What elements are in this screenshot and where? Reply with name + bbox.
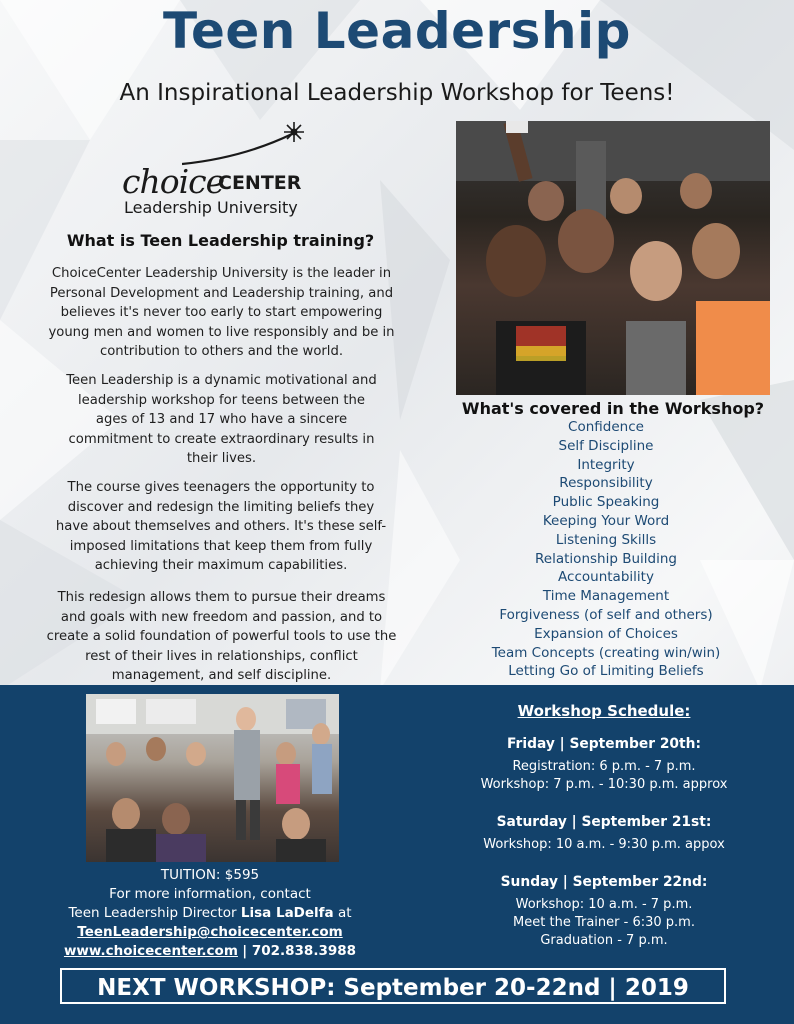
intro-paragraph-1: ChoiceCenter Leadership University is the leader in Personal Development and Leadership training, and believes it's never too early to start empowering young men and women to live responsibly and be in contribution to others and the world. [48,266,395,359]
tuition-text: TUITION: $595 [160,867,260,883]
director-suffix: at [337,905,352,921]
schedule-day-friday: Friday | September 20th: [507,736,701,752]
schedule-item: Meet the Trainer - 6:30 p.m. [513,915,695,930]
contact-block [40,866,380,961]
list-item: Integrity [577,456,635,473]
star-burst-icon [182,118,312,168]
website-link[interactable]: www.choicecenter.com [63,943,238,959]
list-item: Accountability [558,569,654,586]
logo-center-text: CENTER [218,172,302,194]
list-item: Confidence [568,419,644,435]
covered-list [456,418,756,681]
list-item: Listening Skills [555,531,657,548]
logo-choice-text: choice [122,162,225,201]
schedule-item: Workshop: 10 a.m. - 7 p.m. [515,897,693,912]
next-workshop-banner: NEXT WORKSHOP: September 20-22nd | 2019 [60,968,726,1004]
intro-paragraph-2: Teen Leadership is a dynamic motivational and leadership workshop for teens between the ages of 13 and 17 who have a sincere commitment to create extraordinary results in their lives. [66,373,377,466]
schedule-item: Registration: 6 p.m. - 7 p.m. [512,759,696,774]
workshop-group-photo [86,694,339,862]
page-subtitle: An Inspirational Leadership Workshop for Teens! [119,80,675,106]
covered-heading: What's covered in the Workshop? [461,399,765,418]
list-item: Public Speaking [552,494,660,511]
intro-paragraph-4: This redesign allows them to pursue their dreams and goals with new freedom and passion, and to create a solid foundation of powerful tools to use the rest of their lives in relationships, conflict management, and self discipline. [46,590,397,683]
list-item: Self Discipline [558,437,654,454]
workshop-schedule [470,702,738,950]
intro-heading: What is Teen Leadership training? [66,231,375,250]
choicecenter-logo [122,118,312,218]
director-line [40,904,380,923]
list-item: Responsibility [559,475,653,492]
website-line [40,942,380,961]
logo-university-text: Leadership University [124,198,298,217]
director-prefix: Teen Leadership Director [68,905,237,921]
list-item: Expansion of Choices [534,625,678,642]
more-info-text: For more information, contact [109,886,311,902]
list-item: Letting Go of Limiting Beliefs [508,663,704,680]
schedule-item: Graduation - 7 p.m. [540,933,668,948]
phone-number: | 702.838.3988 [242,943,357,959]
list-item: Forgiveness (of self and others) [499,606,713,623]
list-item: Team Concepts (creating win/win) [491,644,721,661]
list-item: Time Management [542,588,670,605]
schedule-item: Workshop: 10 a.m. - 9:30 p.m. appox [483,837,725,852]
intro-paragraph-3: The course gives teenagers the opportunity to discover and redesign the limiting beliefs they have about themselves and others. It's these self-imposed limitations that keep them from fully achieving their maximum capabilities. [55,480,387,573]
schedule-day-sunday: Sunday | September 22nd: [500,874,708,890]
list-item: Relationship Building [535,550,677,567]
email-link[interactable]: TeenLeadership@choicecenter.com [77,924,343,940]
teens-selfie-photo [456,121,770,395]
director-name: Lisa LaDelfa [240,905,334,921]
list-item: Keeping Your Word [542,512,670,529]
schedule-day-saturday: Saturday | September 21st: [496,814,712,830]
schedule-title: Workshop Schedule: [517,702,691,720]
schedule-item: Workshop: 7 p.m. - 10:30 p.m. approx [480,777,728,792]
page-title: Teen Leadership [163,2,631,60]
